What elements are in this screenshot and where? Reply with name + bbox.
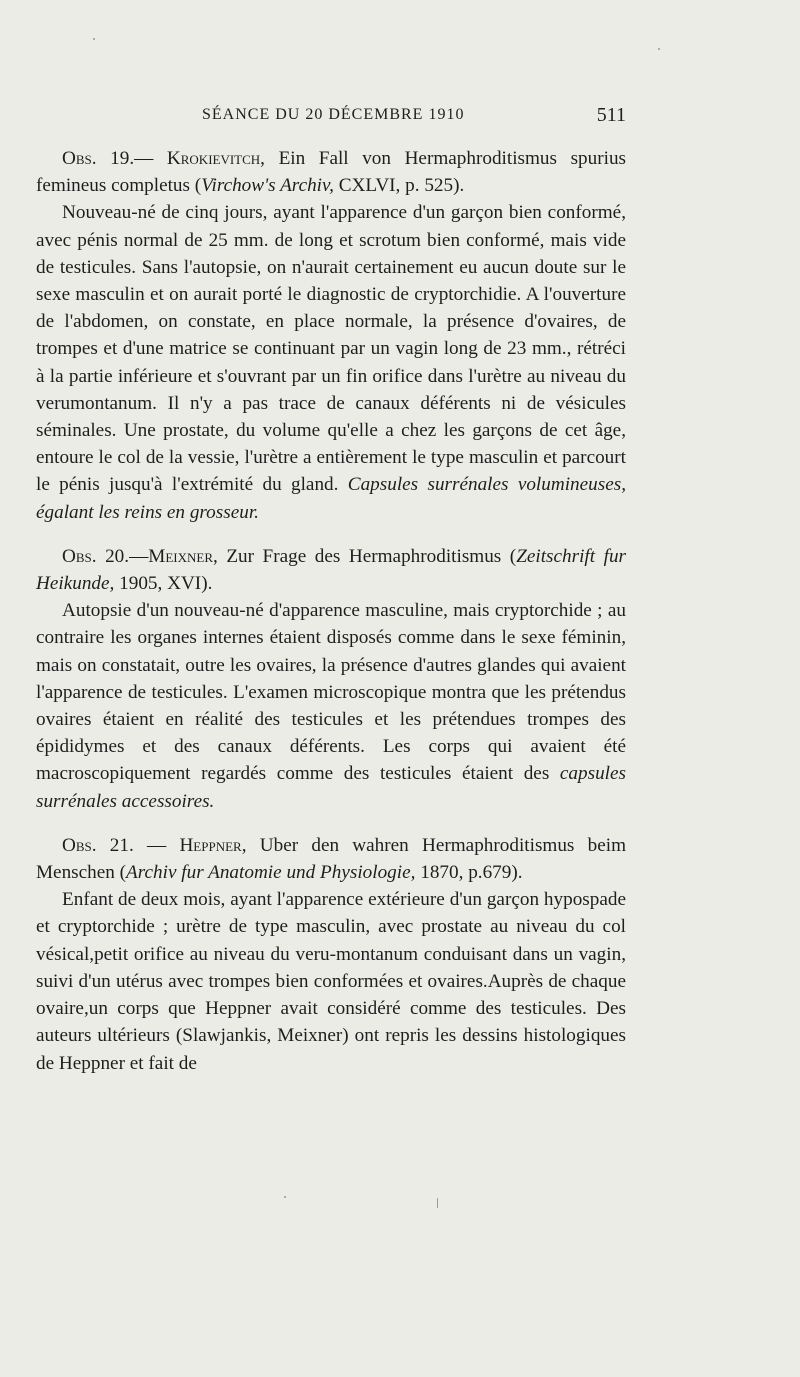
paper-speck (284, 1196, 286, 1198)
obs-21-title: Uber den wahren Hermaphroditismus beim Menschen ( (36, 834, 627, 884)
obs-19-author: Krokievitch, (166, 148, 265, 169)
spacer (36, 815, 626, 832)
obs-19-heading (36, 145, 626, 199)
obs-20-title: Zur Frage des Hermaphroditismus ( (217, 545, 517, 567)
page-number: 511 (596, 104, 626, 126)
obs-19-ref: CXLVI, p. 525). (333, 175, 465, 197)
obs-21-text: Enfant de deux mois, ayant l'apparence extérieure d'un garçon hypospade et cryptorchide ; urètre de type masculin, avec prostate au niveau du col vésical,petit orifice au niveau du veru-montanum conduisant dans un vagin, suivi d'un utérus avec trompes bien conformées et ovaires.Auprès de chaque ovaire,un corps que Heppner avait considéré comme des testicules. Des auteurs ultérieurs (Slawjankis, Meixner) ont repris les dessins histologiques de Heppner et fait de (36, 889, 626, 1074)
obs-19-text: Nouveau-né de cinq jours, ayant l'apparence d'un garçon bien conformé, avec pénis normal de 25 mm. de long et scrotum bien conformé, mais vide de testicules. Sans l'autopsie, on n'aurait certainement eu aucun doute sur le sexe masculin et on aurait porté le diagnostic de cryptorchidie. A l'ouverture de l'abdomen, on constate, en place normale, la présence d'ovaires, de trompes et d'une matrice se continuant par un vagin long de 23 mm., rétréci à la partie inférieure et s'ouvrant par un fin orifice dans l'urètre au niveau du verumontanum. Il n'y a pas trace de canaux déférents ni de vésicules séminales. Une prostate, du volume qu'elle a chez les garçons de cet âge, entoure le col de la vessie, l'urètre a entièrement le type masculin et parcourt le pénis jusqu'à l'extrémité du gland. (36, 202, 626, 496)
paper-speck (658, 48, 660, 50)
obs-20-author: Meixner, (148, 545, 218, 567)
spacer (36, 526, 626, 543)
obs-19-label: Obs. 19.— (62, 148, 154, 169)
paper-speck (93, 38, 95, 40)
page-header (36, 104, 626, 134)
obs-19-journal: Virchow's Archiv, (201, 175, 334, 197)
obs-19-italic-text: Capsules surrénales volumineuses, égalant les reins en grosseur. (36, 474, 626, 523)
obs-19-body (36, 199, 626, 525)
obs-20-label: Obs. 20.— (62, 545, 149, 567)
obs-19-title: Ein Fall von Hermaphroditismus spurius femineus completus ( (36, 148, 626, 197)
obs-21-heading (36, 832, 626, 886)
obs-21-author: Heppner, (179, 834, 247, 856)
obs-21-ref: 1870, p.679). (415, 862, 523, 884)
obs-21-journal: Archiv fur Anatomie und Physiologie, (126, 862, 416, 884)
obs-21-body (36, 886, 626, 1076)
obs-20-ref: 1905, XVI). (114, 573, 213, 595)
obs-21-label: Obs. 21. — (62, 834, 167, 856)
obs-20-heading (36, 543, 626, 597)
obs-20-text: Autopsie d'un nouveau-né d'apparence masculine, mais cryptorchide ; au contraire les organes internes étaient disposés comme dans le sexe féminin, mais on constatait, outre les ovaires, la présence d'autres glandes qui avaient l'apparence de testicules. L'examen microscopique montra que les prétendus ovaires étaient en réalité des testicules et les prétendues trompes des épididymes et des canaux déférents. Les corps qui avaient été macroscopiquement regardés comme des testicules étaient des (36, 600, 626, 785)
running-title: SÉANCE DU 20 DÉCEMBRE 1910 (202, 106, 465, 123)
body-text (36, 145, 626, 1077)
paper-speck (437, 1198, 438, 1208)
obs-20-italic-text: capsules surrénales accessoires. (36, 763, 626, 812)
obs-20-journal: Zeitschrift fur Heikunde, (36, 545, 627, 595)
obs-20-body (36, 597, 626, 815)
